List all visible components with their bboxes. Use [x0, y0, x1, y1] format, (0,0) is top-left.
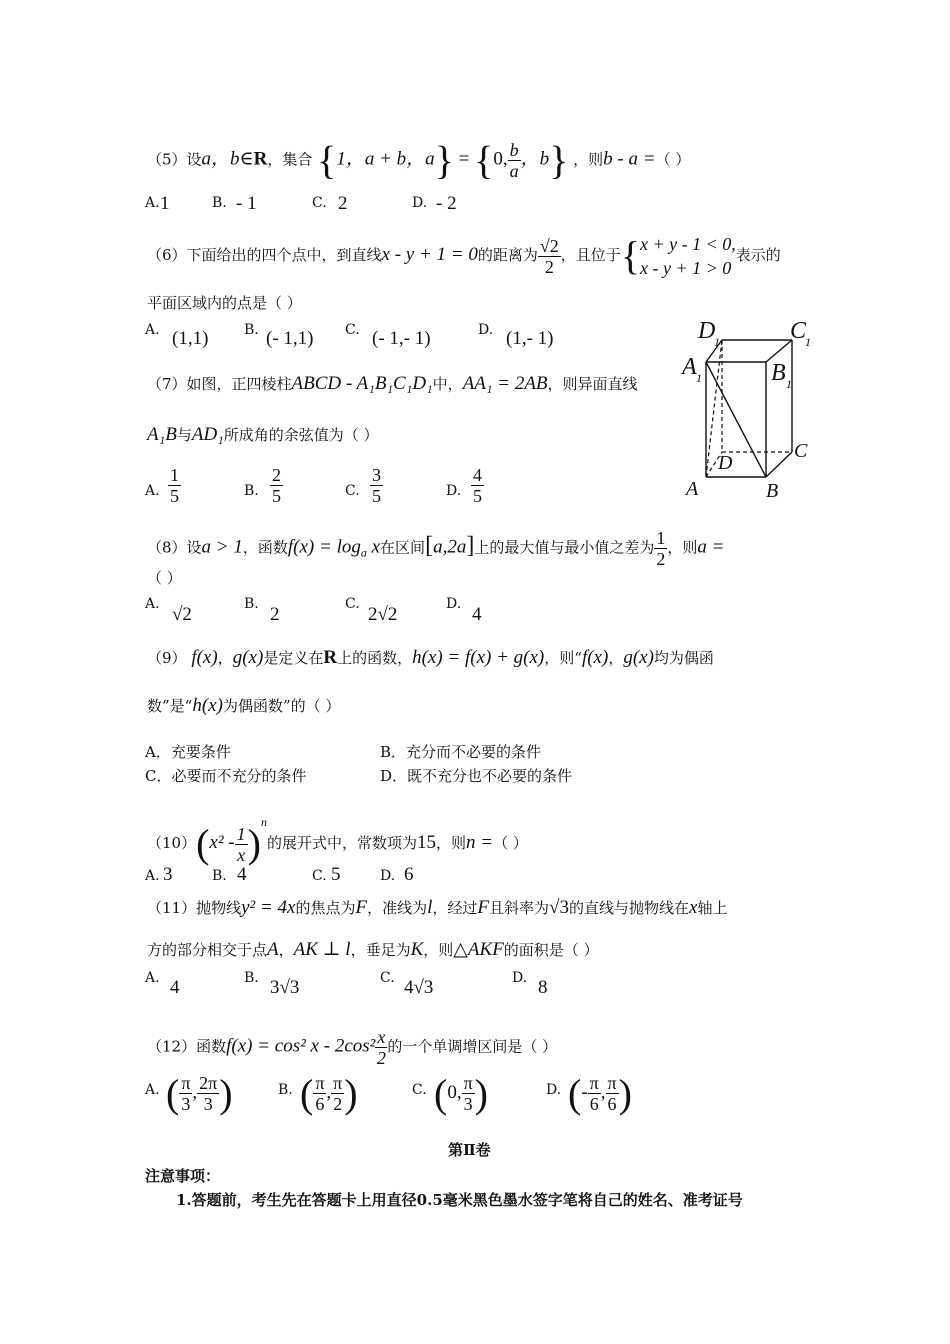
svg-text:1: 1 — [786, 377, 792, 391]
q9-line-2: 数”是“h(x)为偶函数”的（ ） — [147, 695, 341, 716]
q7-line-2: A₁B与AD₁所成角的余弦值为（ ） — [147, 424, 379, 445]
q7-line-1: （7）如图，正四棱柱ABCD - A₁B₁C₁D₁中，AA₁ = 2AB，则异面直线 — [147, 373, 638, 394]
q10-fraction: $\frac{1}{x}$ — [236, 823, 246, 865]
q12-option-b-value: ( $\frac{\pi}{6}$ , $\frac{\pi}{2}$ ) — [300, 1071, 358, 1116]
q7-option-c-value: $\frac{3}{5}$ — [372, 465, 381, 506]
q12-line: （12）函数f(x) = cos² x - 2cos² $\frac{x}{2}$ 的一个单调增区间是（ ） — [147, 1027, 558, 1068]
q12-option-a-label: A. — [145, 1082, 160, 1098]
q8-condition: a > 1 — [201, 536, 243, 558]
q11-option-a-value: 4 — [170, 977, 180, 998]
q6-line-2: 平面区域内的点是（ ） — [147, 294, 302, 312]
q9-option-b: B．充分而不必要的条件 — [380, 743, 542, 761]
q6-distance-fraction: $\frac{√2}{2}$ — [539, 235, 559, 277]
q11-line-2: 方的部分相交于点A，AK ⊥ l，垂足为K，则△AKF的面积是（ ） — [147, 939, 599, 960]
q8-option-d-value: 4 — [472, 604, 482, 625]
q5-number: （5）设 — [147, 150, 202, 169]
q8-option-b-label: B. — [244, 596, 259, 612]
q5-expression: b - a = — [603, 148, 656, 170]
q10-line: （10）(x² - $\frac{1}{x}$ )$^n$的展开式中，常数项为15，则n =（ ） — [147, 815, 528, 866]
q10-base: x² - — [209, 832, 235, 853]
q10-option-b-label: B. — [212, 868, 227, 884]
q7-option-b-value: $\frac{2}{5}$ — [272, 465, 281, 506]
q7-option-a-label: A. — [145, 483, 160, 499]
q10-option-d-label: D. — [380, 868, 396, 884]
q12-option-c-value: (0, $\frac{\pi}{3}$ ) — [434, 1071, 488, 1116]
q8-option-a-value: √2 — [172, 604, 192, 625]
q10-exponent: n — [260, 815, 267, 829]
q9-option-c: C．必要而不充分的条件 — [145, 767, 307, 785]
q11-option-c-value: 4√3 — [404, 977, 434, 998]
q12-option-b-label: B. — [278, 1082, 293, 1098]
label-b: B — [766, 480, 779, 502]
q7-option-d-label: D. — [446, 483, 462, 499]
q5-option-c-label: C. — [312, 195, 327, 211]
q9-option-d: D．既不充分也不必要的条件 — [380, 767, 573, 785]
q5-set-label: ，集合 — [267, 150, 313, 169]
svg-text:1: 1 — [805, 335, 811, 349]
q7-option-a-value: $\frac{1}{5}$ — [170, 465, 179, 506]
q11-line-1: （11）抛物线y² = 4x的焦点为F，准线为l，经过F且斜率为√3的直线与抛物线在x轴上 — [147, 897, 728, 918]
q7-option-b-label: B. — [244, 483, 259, 499]
svg-text:1: 1 — [714, 335, 720, 349]
q6-inequality-system: x + y - 1 < 0, x - y + 1 > 0 — [640, 234, 736, 278]
q6-option-d-label: D. — [478, 322, 494, 338]
q7-relation: AA₁ = 2AB — [462, 373, 548, 394]
q6-option-a-value: (1,1) — [172, 328, 209, 349]
q5-equals: = — [458, 148, 470, 170]
q6-option-b-label: B. — [244, 322, 259, 338]
q5-variables: a，b∈ — [201, 148, 254, 170]
label-d1: D — [698, 318, 716, 344]
q8-function: f(x) = log — [287, 536, 361, 558]
label-c1: C — [790, 318, 807, 344]
q5-option-b-label: B. — [212, 195, 227, 211]
q5-set-right-pre: 0, — [493, 148, 508, 170]
q12-option-a-value: ( $\frac{\pi}{3}$ , $\frac{2\pi}{3}$ ) — [166, 1071, 233, 1116]
notice-heading: 注意事项： — [145, 1167, 221, 1185]
q5-option-b-value: - 1 — [236, 193, 257, 214]
q5-option-d-value: - 2 — [436, 193, 457, 214]
q8-option-c-label: C. — [345, 596, 360, 612]
q11-option-b-value: 3√3 — [270, 977, 300, 998]
q11-option-d-label: D. — [512, 970, 528, 986]
q11-option-d-value: 8 — [538, 977, 548, 998]
q12-fraction: $\frac{x}{2}$ — [376, 1027, 386, 1068]
label-d: D — [718, 452, 733, 474]
q5-line: （5）设a，b∈R，集合 {1，a + b，a} = {0, $\frac{b}{a}$ ，b} ，则b - a =（ ） — [147, 137, 691, 183]
q7-option-c-label: C. — [345, 483, 360, 499]
label-a: A — [686, 478, 699, 500]
notice-item-1: 1.答题前，考生先在答题卡上用直径0.5毫米黑色墨水签字笔将自己的姓名、准考证号 — [176, 1191, 743, 1209]
q8-option-b-value: 2 — [270, 604, 280, 625]
q10-option-b-value: 4 — [237, 864, 247, 885]
q10-option-d-value: 6 — [404, 864, 414, 885]
q8-line-1: （8）设a > 1，函数$f(x) = \log_a x$在区间[a,2a]上的最大值与最小值之差为 $\frac{1}{2}$ ，则a = — [147, 528, 725, 569]
q6-option-b-value: (- 1,1) — [266, 328, 314, 349]
q10-option-a-value: 3 — [163, 864, 173, 885]
q7-option-d-value: $\frac{4}{5}$ — [473, 465, 482, 506]
q6-option-d-value: (1,- 1) — [506, 328, 554, 349]
q9-h-definition: h(x) = f(x) + g(x) — [412, 647, 545, 668]
q11-option-c-label: C. — [380, 970, 395, 986]
q8-interval: a,2a — [433, 536, 467, 558]
q12-option-c-label: C. — [412, 1082, 427, 1098]
q5-option-a-value: 1 — [160, 193, 170, 214]
q11-parabola: y² = 4x — [241, 897, 296, 918]
q8-option-c-value: 2√2 — [368, 604, 398, 625]
q8-option-a-label: A. — [145, 596, 160, 612]
q12-option-d-value: (- $\frac{\pi}{6}$ , $\frac{\pi}{6}$ ) — [568, 1071, 632, 1116]
q5-blank: （ ） — [655, 150, 691, 169]
prism-figure — [678, 312, 818, 507]
q5-reals: R — [253, 148, 268, 170]
q11-option-a-label: A. — [145, 970, 160, 986]
q8-line-2: （ ） — [147, 569, 182, 587]
q12-function: f(x) = cos² x - 2cos² — [226, 1035, 376, 1057]
q9-line-1: （9） f(x)，g(x)是定义在R上的函数，h(x) = f(x) + g(x)，则“f(x)，g(x)均为偶函 — [147, 647, 714, 668]
label-c: C — [794, 440, 808, 462]
q9-option-a: A．充要条件 — [145, 743, 231, 761]
q6-option-c-label: C. — [345, 322, 360, 338]
q10-option-c-label: C. — [312, 868, 327, 884]
q5-fraction: $\frac{b}{a}$ — [509, 140, 519, 181]
label-b1: B — [771, 360, 786, 386]
q10-option-a-label: A. — [145, 868, 160, 884]
q8-option-d-label: D. — [446, 596, 462, 612]
q12-option-d-label: D. — [546, 1082, 562, 1098]
section-title: 第Ⅱ卷 — [448, 1141, 491, 1159]
q6-line-equation: x - y + 1 = 0 — [381, 244, 478, 265]
q5-set-left: 1，a + b，a — [336, 148, 435, 170]
q7-prism: ABCD - A₁B₁C₁D₁ — [291, 373, 433, 394]
q6-line-1: （6）下面给出的四个点中，到直线x - y + 1 = 0的距离为 $\frac{√2}{2}$ ，且位于{ x + y - 1 < 0, x - y + 1 > 0 表示的 — [147, 233, 781, 278]
q11-option-b-label: B. — [244, 970, 259, 986]
q5-option-a-label: A. — [145, 195, 160, 211]
q10-option-c-value: 5 — [331, 864, 341, 885]
q8-fraction: $\frac{1}{2}$ — [656, 528, 666, 569]
q5-option-c-value: 2 — [338, 193, 348, 214]
q10-constant: 15 — [416, 832, 436, 853]
q5-then: ，则 — [573, 150, 604, 169]
q5-set-right-post: ，b — [520, 148, 550, 170]
q6-option-c-value: (- 1,- 1) — [372, 328, 431, 349]
label-a1: A — [682, 354, 697, 380]
q6-option-a-label: A. — [145, 322, 160, 338]
svg-text:1: 1 — [696, 371, 702, 385]
q5-option-d-label: D. — [412, 195, 428, 211]
